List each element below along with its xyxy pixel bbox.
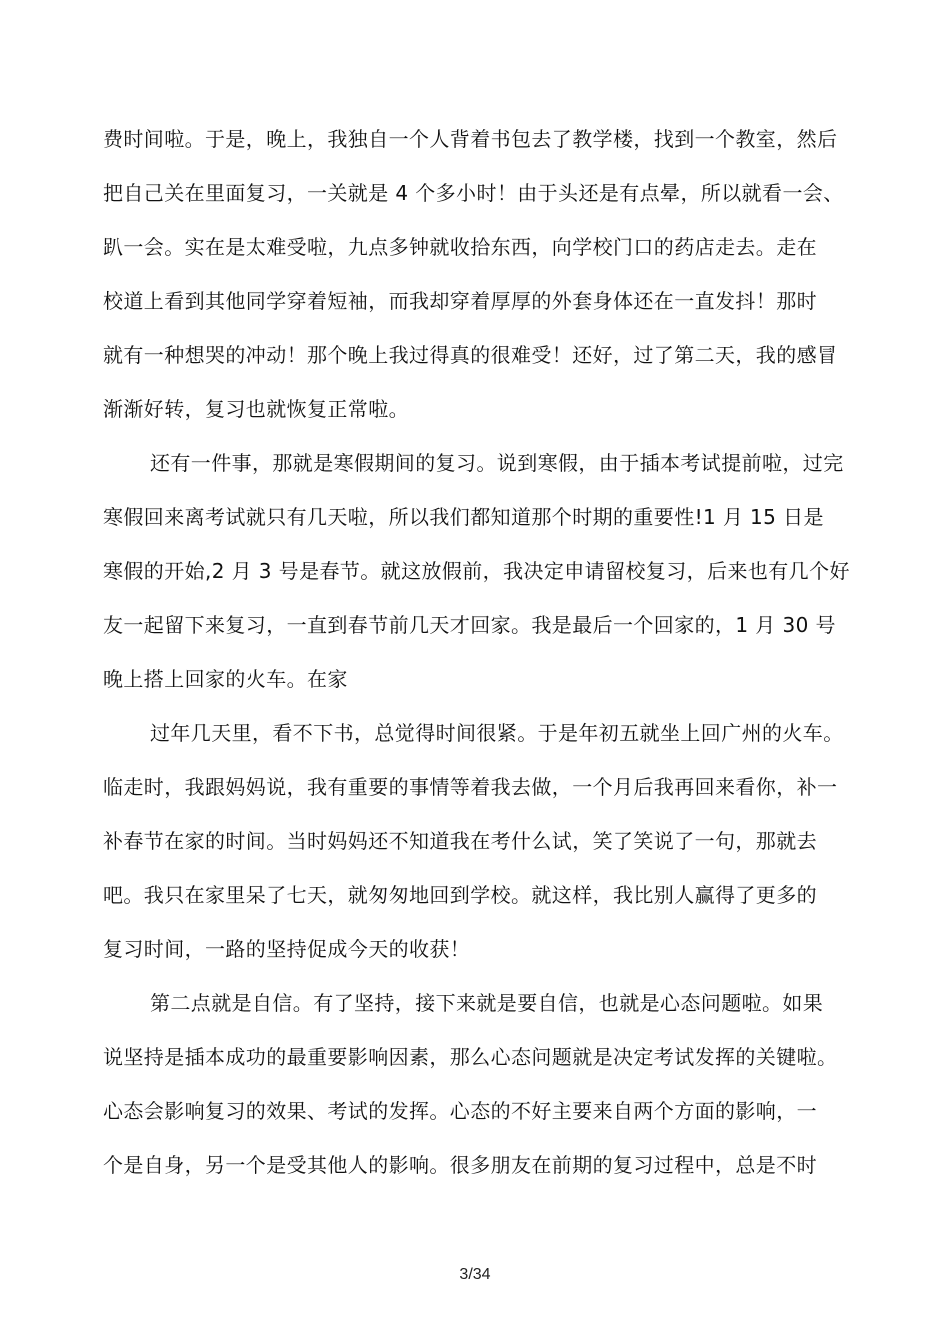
paragraph-first-line: 过年几天里，看不下书，总觉得时间很紧。于是年初五就坐上回广州的火车。 — [150, 721, 844, 745]
paragraph-first-line: 还有一件事，那就是寒假期间的复习。说到寒假，由于插本考试提前啦，过完 — [150, 451, 844, 475]
page-number: 3/34 — [459, 1266, 491, 1283]
text-line: 补春节在家的时间。当时妈妈还不知道我在考什么试，笑了笑说了一句，那就去 — [103, 829, 817, 853]
text-line: 吧。我只在家里呆了七天，就匆匆地回到学校。就这样，我比别人赢得了更多的 — [103, 883, 817, 907]
text-line: 渐渐好转，复习也就恢复正常啦。 — [103, 397, 409, 421]
text-line: 个是自身，另一个是受其他人的影响。很多朋友在前期的复习过程中，总是不时 — [103, 1153, 817, 1177]
text-line: 就有一种想哭的冲动！那个晚上我过得真的很难受！还好，过了第二天，我的感冒 — [103, 343, 838, 367]
text-line: 临走时，我跟妈妈说，我有重要的事情等着我去做，一个月后我再回来看你，补一 — [103, 775, 838, 799]
text-line: 寒假的开始,2 月 3 号是春节。就这放假前，我决定申请留校复习，后来也有几个好 — [103, 559, 850, 583]
text-line: 寒假回来离考试就只有几天啦，所以我们都知道那个时期的重要性!1 月 15 日是 — [103, 505, 824, 529]
text-line: 把自己关在里面复习，一关就是 4 个多小时！由于头还是有点晕，所以就看一会、 — [103, 181, 844, 205]
text-line: 趴一会。实在是太难受啦，九点多钟就收拾东西，向学校门口的药店走去。走在 — [103, 235, 817, 259]
text-line: 费时间啦。于是，晚上，我独自一个人背着书包去了教学楼，找到一个教室，然后 — [103, 127, 838, 151]
text-line: 心态会影响复习的效果、考试的发挥。心态的不好主要来自两个方面的影响，一 — [103, 1099, 817, 1123]
paragraph-first-line: 第二点就是自信。有了坚持，接下来就是要自信，也就是心态问题啦。如果 — [150, 991, 824, 1015]
text-line: 说坚持是插本成功的最重要影响因素，那么心态问题就是决定考试发挥的关键啦。 — [103, 1045, 838, 1069]
text-line: 晚上搭上回家的火车。在家 — [103, 667, 348, 691]
text-line: 友一起留下来复习，一直到春节前几天才回家。我是最后一个回家的，1 月 30 号 — [103, 613, 836, 637]
text-line: 复习时间，一路的坚持促成今天的收获！ — [103, 937, 471, 961]
text-line: 校道上看到其他同学穿着短袖，而我却穿着厚厚的外套身体还在一直发抖！那时 — [103, 289, 817, 313]
